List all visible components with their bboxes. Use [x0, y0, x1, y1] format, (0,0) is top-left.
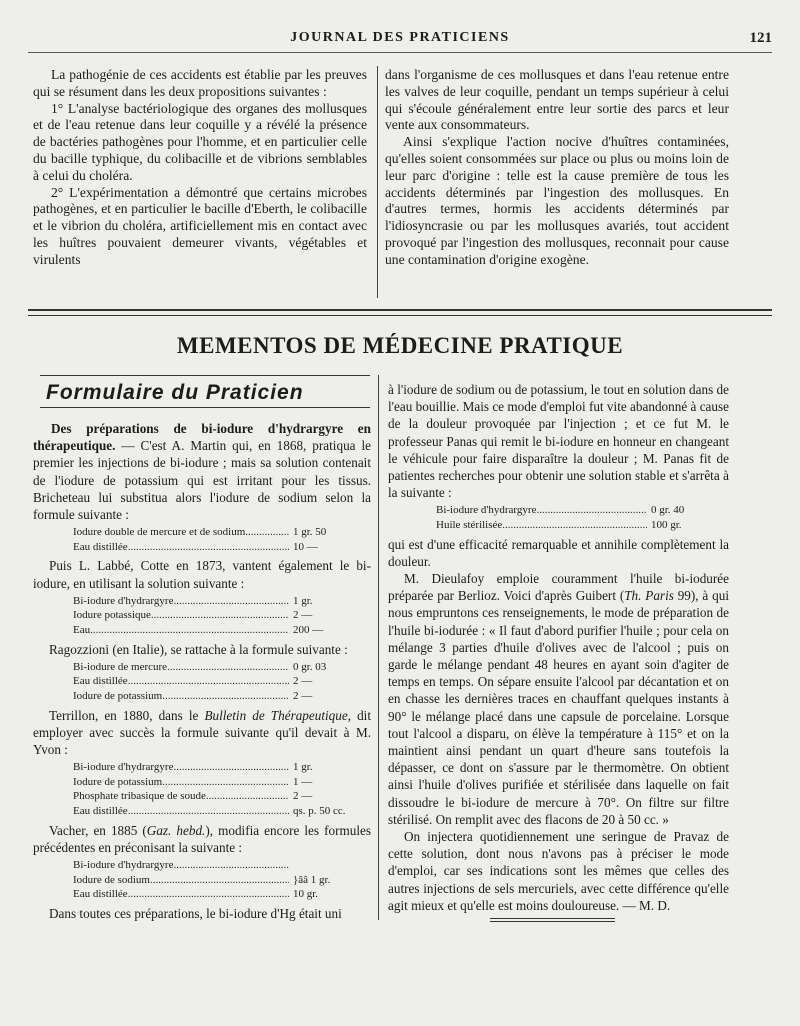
leader-dots	[150, 873, 289, 888]
ingredient: Iodure double de mercure et de sodium..	[73, 526, 251, 539]
paragraph: Ainsi s'explique l'action nocive d'huîtres contaminées, qu'elles soient consommées sur place ou plus ou moins loin de leur parc d'origine : telle est la cause première de tous les accidents déterminés par l'ingestion des mollusques. En d'autres termes, hormis les accidents déterminés par l'idiosyncrasie ou par les mollusques avariés, tout accident provoqué par l'ingestion des mollusques, reconnait pour cause une contamination d'origine exogène.	[385, 134, 729, 267]
recipe-row	[73, 804, 371, 819]
thesis-citation: Th. Paris	[624, 588, 674, 604]
leader-dots	[128, 887, 289, 902]
leader-dots	[206, 789, 289, 804]
column-divider	[378, 375, 379, 920]
quantity: 2 —	[293, 675, 313, 688]
ingredient: Iodure de sodium	[73, 873, 150, 886]
recipe-row	[73, 689, 371, 704]
article-end-rule	[490, 918, 615, 922]
recipe-row	[73, 623, 371, 638]
paragraph: qui est d'une efficacité remarquable et annihile complètement la douleur.	[388, 536, 729, 569]
quantity: }ââ 1 gr.	[293, 873, 331, 886]
lead-text: — C'est A. Martin qui, en 1868, pratiqua le premier les injections de bi-iodure ; mais sa solution contenait de l'iodure de potassium qui est irritant pour les tissus. Bricheteau lui substitua alors l'iodure de sodium selon la formule suivante :	[33, 438, 371, 523]
paragraph: à l'iodure de sodium ou de potassium, le tout en solution dans de l'eau bouillie. Mais ce mode d'emploi fut vite abandonné à cause de la douleur provoquée par l'injection ; et ce fut M. le professeur Panas qui remit le bi-iodure en honneur en changeant le véhicule pour faire disparaître la douleur ; M. Panas fit de patientes recherches pour obtenir une solution stable et s'arrêta à la suivante :	[388, 382, 729, 501]
recipe-row	[73, 887, 371, 902]
ingredient: Bi-iodure d'hydrargyre	[73, 858, 174, 871]
leader-dots	[128, 540, 289, 555]
paragraph: 2° L'expérimentation a démontré que certains microbes pathogènes, et en particulier le bacille d'Eberth, le colibacille et le vibrion du choléra, artificiellement mis en contact avec les huîtres pouvaient demeurer vivants, végétables et virulents	[33, 184, 367, 267]
formulaire-column	[33, 420, 371, 922]
journal-citation: Bulletin de Thérapeutique	[204, 707, 348, 723]
paragraph	[388, 570, 729, 828]
section-double-rule	[28, 309, 772, 316]
recipe-vacher	[73, 858, 371, 902]
ingredient: Iodure potassique	[73, 609, 151, 622]
paragraph: Dans toutes ces préparations, le bi-iodure d'Hg était uni	[49, 905, 342, 921]
paragraph: 1° L'analyse bactériologique des organes des mollusques et de l'eau retenue dans leur coquille y a révélé la présence de bactéries pathogènes pour l'homme, et en particulier celle du bacille typhique, du colibacille et de vibrions semblables à celui du choléra.	[33, 100, 367, 183]
ingredient: Bi-iodure d'hydrargyre	[436, 504, 537, 517]
recipe-row	[73, 873, 371, 888]
recipe-row	[73, 775, 371, 790]
paragraph: Puis L. Labbé, Cotte en 1873, vantent également le bi-iodure, en utilisant la solution suivante :	[33, 558, 371, 591]
top-left-column	[33, 67, 367, 269]
quantity: 200 —	[293, 624, 324, 636]
recipe-row	[73, 674, 371, 689]
recipe-row	[73, 525, 371, 540]
ingredient: Eau distillée	[73, 675, 128, 688]
ingredient: Iodure de potassium	[73, 775, 163, 788]
quantity: 10 —	[293, 540, 318, 553]
page-number: 121	[749, 30, 772, 46]
paragraph: dans l'organisme de ces mollusques et dans l'eau retenue entre les valves de leur coquille, pendant un temps supérieur à celui qui s'écoule généralement entre leur sortie des parcs et leur vente aux consommateurs.	[385, 67, 729, 133]
recipe-row	[73, 660, 371, 675]
quantity: 1 gr.	[293, 761, 313, 774]
quantity: 100 gr.	[651, 519, 682, 532]
quantity: 10 gr.	[293, 888, 319, 901]
leader-dots	[162, 775, 289, 790]
recipe-row	[73, 760, 371, 775]
running-header	[28, 30, 772, 50]
recipe-row	[436, 518, 729, 533]
quantity: 1 —	[293, 775, 313, 788]
leader-dots	[151, 608, 289, 623]
text: Terrillon, en 1880, dans le	[49, 707, 205, 723]
text: ), modifia encore les formules précédentes en préconisant la suivante :	[33, 822, 371, 855]
text: Vacher, en 1885 (	[49, 822, 147, 838]
recipe-row	[73, 594, 371, 609]
ingredient: Bi-iodure d'hydrargyre	[73, 594, 174, 607]
leader-dots	[173, 858, 289, 873]
paragraph	[33, 707, 371, 759]
ingredient: Iodure de potassium	[73, 689, 163, 702]
paragraph: Ragozzioni (en Italie), se rattache à la formule suivante :	[49, 641, 348, 657]
recipe-ragozzioni	[73, 660, 371, 704]
text: M. Dieulafoy emploie couramment l'huile bi-iodurée préparée par Berlioz. Voici d'après Guibert (	[388, 571, 729, 604]
lead-heading: Des préparations de bi-iodure d'hydrargyre en thérapeutique.	[33, 421, 371, 454]
leader-dots	[173, 760, 289, 775]
recipe-row	[73, 789, 371, 804]
recipe-labbe	[73, 594, 371, 638]
right-column	[388, 381, 729, 914]
recipe-terrillon	[73, 760, 371, 818]
leader-dots	[167, 660, 289, 675]
ingredient: Huile stérilisée	[436, 519, 503, 532]
quantity: 1 gr. 50	[293, 526, 327, 539]
leader-dots	[128, 674, 289, 689]
quantity: 0 gr. 03	[293, 660, 327, 673]
quantity: 0 gr. 40	[651, 504, 685, 517]
ingredient: Bi-iodure d'hydrargyre	[73, 761, 174, 774]
quantity: 1 gr.	[293, 594, 313, 607]
leader-dots	[536, 503, 647, 518]
title-rule-top	[40, 375, 370, 376]
formulaire-title: Formulaire du Praticien	[46, 381, 304, 404]
paragraph: La pathogénie de ces accidents est établie par les preuves qui se résument dans les deux propositions suivantes :	[33, 67, 367, 99]
leader-dots	[173, 594, 289, 609]
leader-dots	[128, 804, 289, 819]
ingredient: Eau	[73, 624, 91, 636]
ingredient: Phosphate tribasique de soude	[73, 790, 206, 803]
ingredient: Bi-iodure de mercure	[73, 660, 168, 673]
column-divider	[377, 66, 378, 298]
top-right-column	[385, 67, 729, 269]
leader-dots	[502, 518, 647, 533]
recipe-panas	[436, 503, 729, 532]
paragraph: On injectera quotidiennement une seringue de Pravaz de cette solution, dont nous n'avons pas à préciser le mode d'emploi, car ses indications sont les mêmes que celles des autres injections de sels mercuriels, avec cette différence qu'elle agit mieux et qu'elle est moins douloureuse. — M. D.	[388, 829, 729, 913]
recipe-row	[73, 858, 371, 873]
leader-dots	[251, 525, 289, 540]
text: , dit employer avec succès la formule suivante qu'il devait à M. Yvon :	[33, 707, 371, 757]
leader-dots	[90, 623, 289, 638]
quantity: 2 —	[293, 790, 313, 803]
ingredient: Eau distillée	[73, 540, 128, 553]
quantity: qs. p. 50 cc.	[293, 804, 346, 817]
leader-dots	[162, 689, 289, 704]
paragraph	[33, 822, 371, 856]
text: 99), à qui nous empruntons ces renseignements, le mode de préparation de l'huile bi-iodurée : « Il faut d'abord purifier l'huile ; pour cela on mélange 3 parties d'huile d'olives avec de l'alcool ; puis on garde le mélange pendant 48 heures en ayant soin d'agiter de temps en temps. On sépare ensuite l'alcool par décantation et on en chasse les dernières traces en chauffant quelques instants à 90° le mélange placé dans une capsule de porcelaine. Lorsque tout l'alcool a disparu, on élève la température à 115° et on la maintient ainsi pendant un quart d'heure sans toutefois la dépasser, ce dont on s'assure par le thermomètre. On obtient ainsi l'huile d'olives purifiée et stérilisée dans laquelle on fait dissoudre le bi-iodure de mercure à 70°. On filtre sur filtre stérilisé. On remplit avec des flacons de 20 à 50 cc. »	[388, 588, 729, 827]
journal-title: JOURNAL DES PRATICIENS	[290, 30, 510, 45]
quantity: 2 —	[293, 609, 313, 622]
ingredient: Eau distillée	[73, 804, 128, 817]
recipe-bricheteau	[73, 525, 371, 554]
header-rule	[28, 52, 772, 53]
journal-citation: Gaz. hebd.	[146, 822, 206, 838]
recipe-row	[73, 540, 371, 555]
ingredient: Eau distillée	[73, 888, 128, 901]
intro-paragraph	[33, 420, 371, 523]
title-rule-bottom	[40, 407, 370, 408]
section-title: MEMENTOS DE MÉDECINE PRATIQUE	[176, 333, 624, 358]
quantity: 2 —	[293, 689, 313, 702]
recipe-row	[73, 608, 371, 623]
recipe-row	[436, 503, 729, 518]
